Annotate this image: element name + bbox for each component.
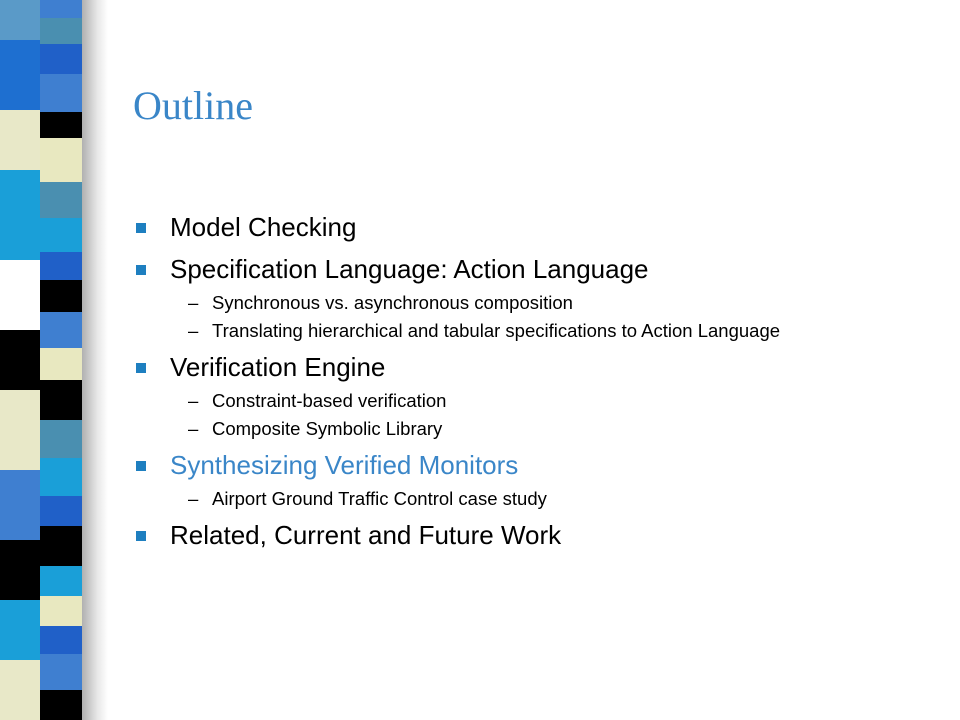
square-bullet-icon bbox=[136, 531, 146, 541]
square-bullet-icon bbox=[136, 265, 146, 275]
dash-marker: – bbox=[188, 320, 199, 341]
strip-block bbox=[40, 420, 88, 458]
strip-block bbox=[40, 496, 88, 526]
strip-block bbox=[0, 600, 42, 660]
outline-item-text: Related, Current and Future Work bbox=[170, 520, 562, 550]
outline-subitem bbox=[188, 418, 852, 440]
dash-marker: – bbox=[188, 418, 199, 439]
strip-block bbox=[40, 280, 88, 312]
outline-item-text: Specification Language: Action Language bbox=[170, 254, 649, 284]
strip-block bbox=[0, 330, 42, 390]
strip-block bbox=[40, 690, 88, 720]
outline-item bbox=[136, 254, 936, 284]
decorative-color-strip bbox=[0, 0, 110, 720]
slide-title: Outline bbox=[133, 83, 253, 128]
strip-block bbox=[40, 626, 88, 654]
outline-subitem bbox=[188, 292, 852, 314]
strip-block bbox=[40, 218, 88, 252]
strip-block bbox=[40, 654, 88, 690]
strip-block bbox=[40, 18, 88, 44]
strip-block bbox=[0, 390, 42, 470]
outline-subitem-text: Synchronous vs. asynchronous composition bbox=[212, 292, 573, 313]
strip-block bbox=[0, 110, 42, 170]
outline-item-text: Verification Engine bbox=[170, 352, 386, 382]
outline-subitem-text: Composite Symbolic Library bbox=[212, 418, 443, 439]
strip-block bbox=[0, 40, 42, 110]
dash-marker: – bbox=[188, 390, 199, 411]
strip-block bbox=[40, 566, 88, 596]
strip-block bbox=[40, 0, 88, 18]
outline-item-text: Model Checking bbox=[170, 212, 357, 242]
strip-block bbox=[0, 170, 42, 260]
strip-block bbox=[40, 44, 88, 74]
outline-item bbox=[136, 352, 936, 382]
outline-subitem bbox=[188, 320, 852, 342]
outline-subitem bbox=[188, 390, 852, 412]
strip-block bbox=[40, 74, 88, 112]
square-bullet-icon bbox=[136, 461, 146, 471]
outline-subitem-text: Constraint-based verification bbox=[212, 390, 447, 411]
strip-block bbox=[40, 252, 88, 280]
strip-shadow bbox=[82, 0, 108, 720]
strip-block bbox=[40, 312, 88, 348]
strip-block bbox=[40, 182, 88, 218]
square-bullet-icon bbox=[136, 223, 146, 233]
strip-block bbox=[40, 458, 88, 496]
outline-item-text: Synthesizing Verified Monitors bbox=[170, 450, 519, 480]
dash-marker: – bbox=[188, 488, 199, 509]
strip-block bbox=[0, 260, 42, 330]
outline-list bbox=[136, 212, 936, 562]
outline-subitem-text: Translating hierarchical and tabular specifications to Action Language bbox=[212, 320, 781, 341]
outline-subitem bbox=[188, 488, 852, 510]
strip-block bbox=[40, 348, 88, 380]
outline-item bbox=[136, 450, 936, 480]
square-bullet-icon bbox=[136, 363, 146, 373]
strip-block bbox=[40, 138, 88, 182]
dash-marker: – bbox=[188, 292, 199, 313]
outline-subitem-text: Airport Ground Traffic Control case study bbox=[212, 488, 547, 509]
strip-block bbox=[40, 596, 88, 626]
strip-block bbox=[0, 540, 42, 600]
outline-item bbox=[136, 212, 936, 242]
strip-block bbox=[0, 470, 42, 540]
strip-block bbox=[40, 112, 88, 138]
strip-block bbox=[0, 660, 42, 720]
outline-item bbox=[136, 520, 936, 550]
strip-block bbox=[40, 380, 88, 420]
strip-block bbox=[40, 526, 88, 566]
strip-block bbox=[0, 0, 42, 40]
